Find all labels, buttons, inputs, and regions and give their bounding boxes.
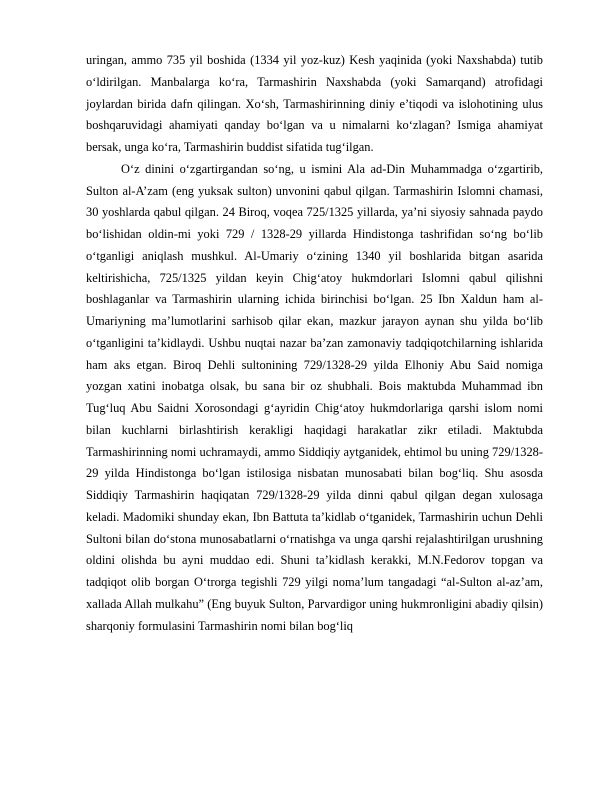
document-page <box>86 50 543 637</box>
paragraph-2: O‘z dinini o‘zgartirgandan so‘ng, u ismini Ala ad-Din Muhammadga o‘zgartirib, Sulton al-A’zam (eng yuksak sulton) unvonini qabul qilgan. Tarmashirin Islomni chamasi, 30 yoshlarda qabul qilgan. 24 Biroq, voqea 725/1325 yillarda, ya’ni siyosiy sahnada paydo bo‘lishidan oldin-mi yoki 729 / 1328-29 yillarda Hindistonga tashrifidan so‘ng bo‘lib o‘tganligi aniqlash mushkul. Al-Umariy o‘zining 1340 yil boshlarida bitgan asarida keltirishicha, 725/1325 yildan keyin Chig‘atoy hukmdorlari Islomni qabul qilishni boshlaganlar va Tarmashirin ularning ichida birinchisi bo‘lgan. 25 Ibn Xaldun ham al-Umariyning ma’lumotlarini sarhisob qilar ekan, mazkur jarayon aynan shu yilda bo‘lib o‘tganligini ta’kidlaydi. Ushbu nuqtai nazar ba’zan zamonaviy tadqiqotchilarning ishlarida ham aks etgan. Biroq Dehli sultonining 729/1328-29 yilda Elhoniy Abu Said nomiga yozgan xatini inobatga olsak, bu sana bir oz shubhali. Bois maktubda Muhammad ibn Tug‘luq Abu Saidni Xorosondagi g‘ayridin Chig‘atoy hukmdorlariga qarshi islom nomi bilan kuchlarni birlashtirish kerakligi haqidagi harakatlar zikr etiladi. Maktubda Tarmashirinning nomi uchramaydi, ammo Siddiqiy aytganidek, ehtimol bu uning 729/1328-29 yilda Hindistonga bo‘lgan istilosiga nisbatan munosabati bilan bog‘liq. Shu asosda Siddiqiy Tarmashirin haqiqatan 729/1328-29 yilda dinni qabul qilgan degan xulosaga keladi. Madomiki shunday ekan, Ibn Battuta ta’kidlab o‘tganidek, Tarmashirin uchun Dehli Sultoni bilan do‘stona munosabatlarni o‘rnatishga va unga qarshi rejalashtirilgan urushning oldini olishda bu ayni muddao edi. Shuni ta’kidlash kerakki, M.N.Fedorov topgan va tadqiqot olib borgan O‘trorga tegishli 729 yilgi noma’lum tangadagi “al-Sulton al-az’am, xallada Allah mulkahu” (Eng buyuk Sulton, Parvardigor uning hukmronligini abadiy qilsin) sharqoniy formulasini Tarmashirin nomi bilan bog‘liq <box>86 161 543 633</box>
paragraph-1: uringan, ammo 735 yil boshida (1334 yil yoz-kuz) Kesh yaqinida (yoki Naxshabda) tutib o‘ldirilgan. Manbalarga ko‘ra, Tarmashirin Naxshabda (yoki Samarqand) atrofidagi joylardan birida dafn qilingan. Xo‘sh, Tarmashirinning diniy e’tiqodi va islohotining ulus boshqaruvidagi ahamiyati qanday bo‘lgan va u nimalarni ko‘zlagan? Ismiga ahamiyat bersak, unga ko‘ra, Tarmashirin buddist sifatida tug‘ilgan. <box>86 53 543 154</box>
